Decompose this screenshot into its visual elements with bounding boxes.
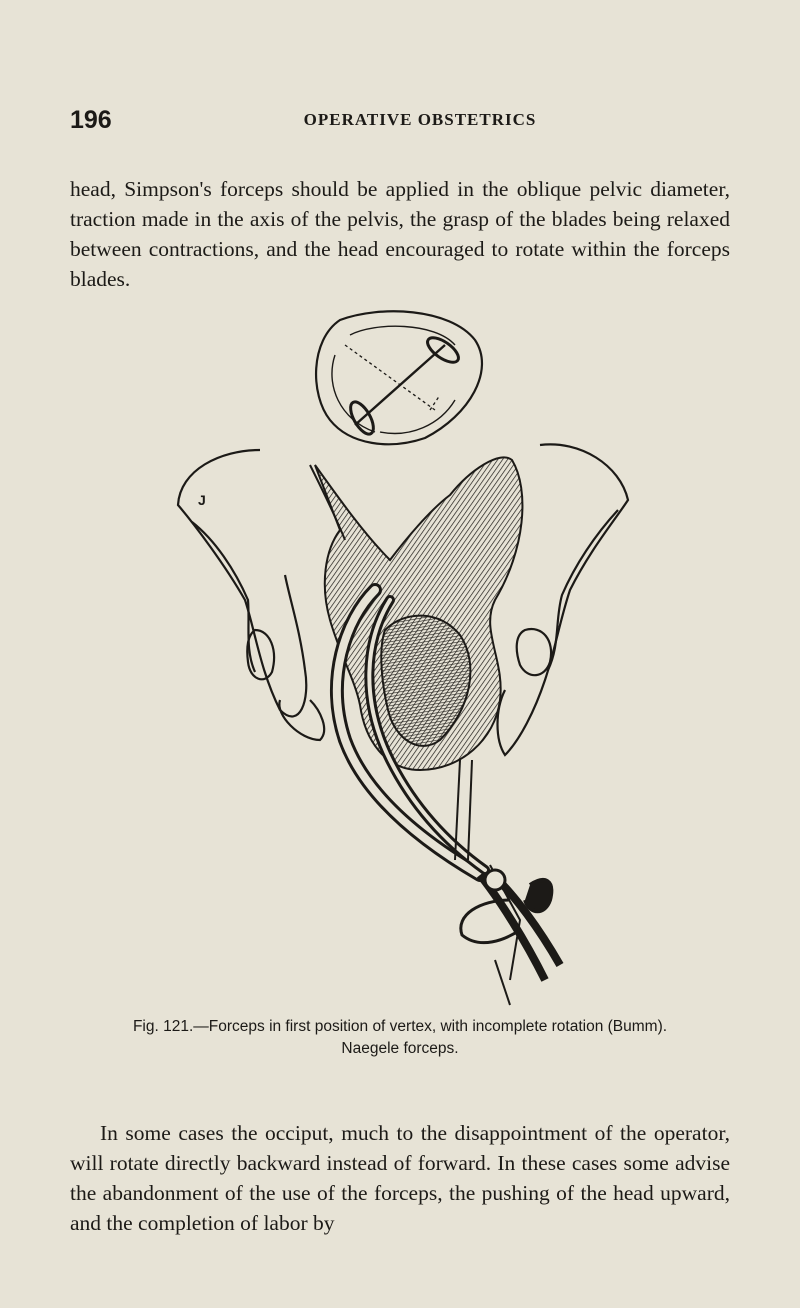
paragraph-top: head, Simpson's forceps should be applied in the oblique pelvic diameter, traction made in the axis of the pelvis, the grasp of the blades being relaxed between contractions, and the head encouraged to rotate within the forceps blades. bbox=[70, 176, 730, 291]
paragraph-bottom: In some cases the occiput, much to the disappointment of the operator, will rotate directly backward instead of forward. In these cases some advise the abandonment of the use of the forceps, the pushing of the head upward, and the completion of labor by bbox=[70, 1120, 730, 1235]
running-title: OPERATIVE OBSTETRICS bbox=[303, 110, 537, 129]
caption-line-2: Naegele forceps. bbox=[341, 1040, 459, 1057]
page-header bbox=[70, 106, 730, 136]
inset-label: J bbox=[198, 492, 206, 508]
figure-caption bbox=[100, 1016, 700, 1060]
forceps-illustration bbox=[150, 300, 650, 1010]
pelvic-inlet-inset bbox=[316, 311, 482, 444]
page-number: 196 bbox=[70, 106, 112, 134]
caption-line-1: Fig. 121.—Forceps in first position of vertex, with incomplete rotation (Bumm). bbox=[132, 1018, 668, 1035]
left-pelvic-bone bbox=[178, 450, 324, 740]
